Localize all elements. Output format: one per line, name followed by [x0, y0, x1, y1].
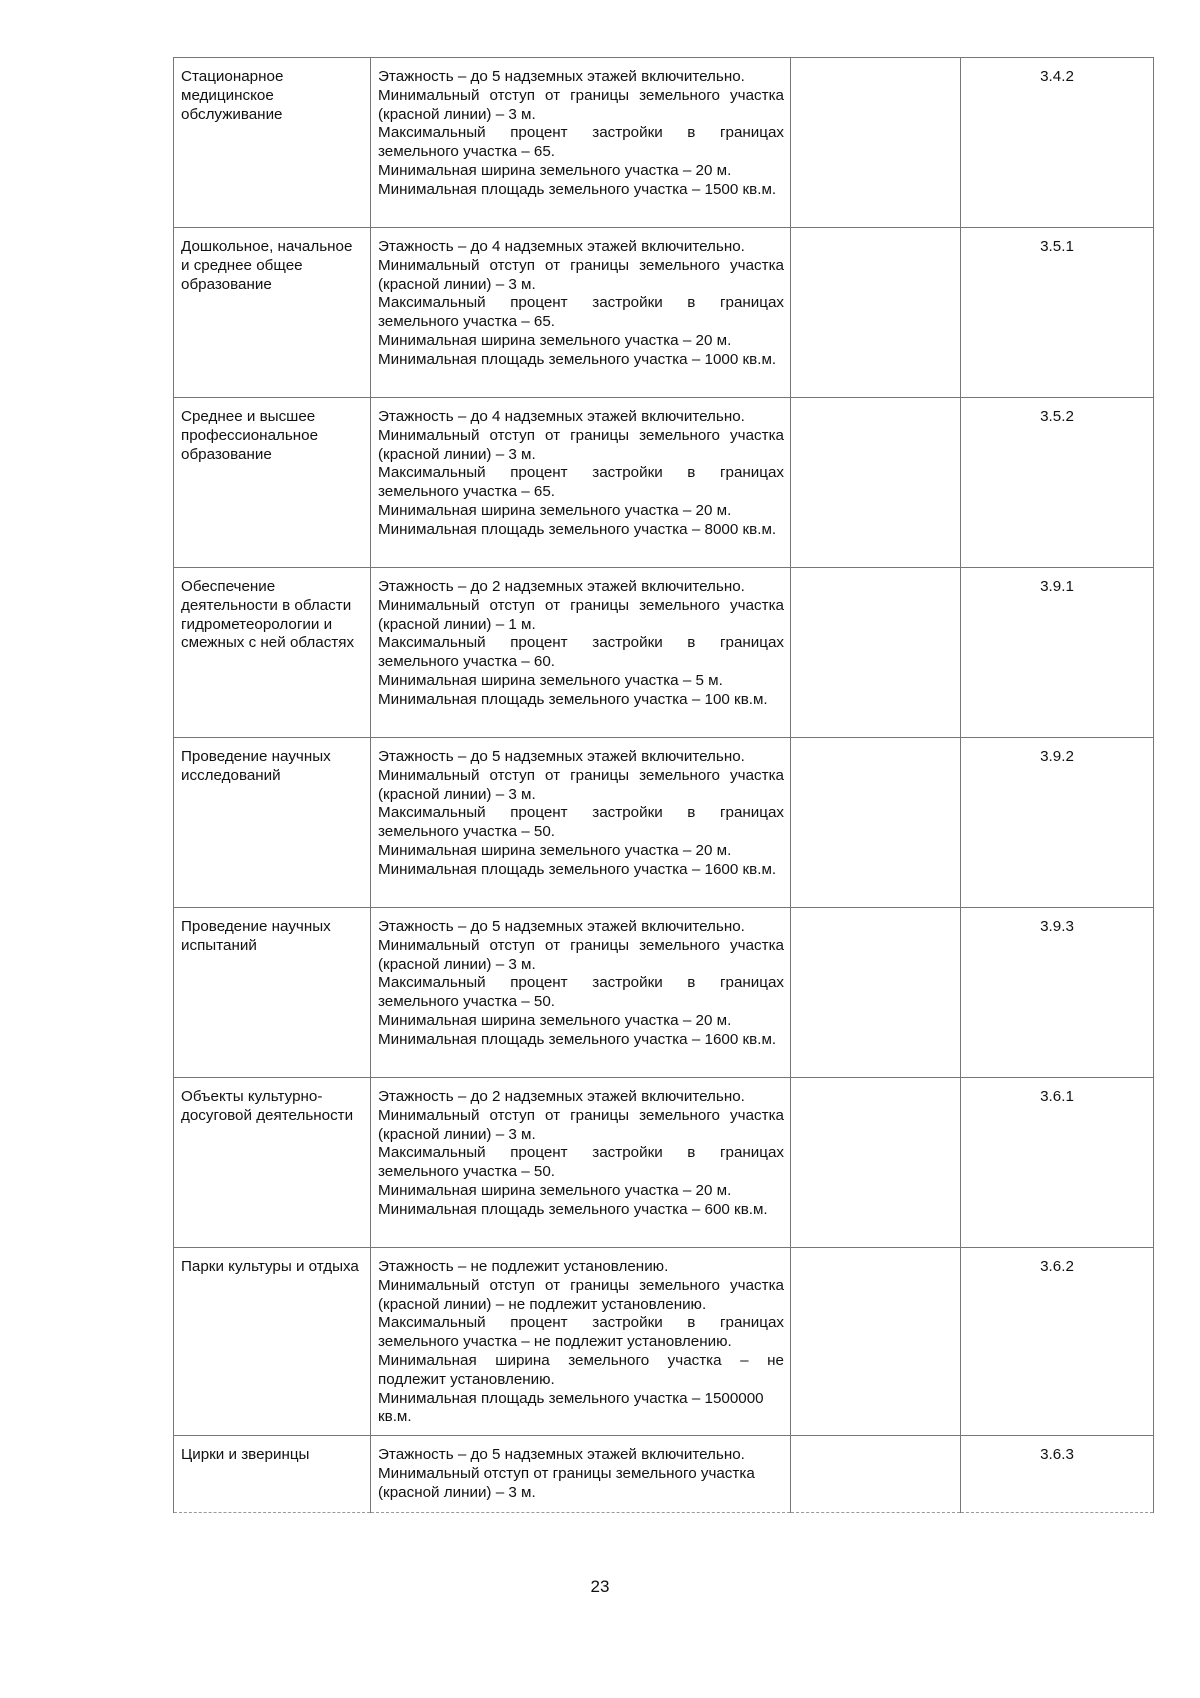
- table-row: [174, 398, 1154, 568]
- use-type-name: Обеспечение деятельности в области гидрометеорологии и смежных с ней областях: [181, 578, 355, 652]
- parameter-line: Максимальный процент застройки в границах земельного участка – не подлежит установлению.: [378, 1314, 784, 1351]
- use-code: 3.6.2: [1040, 1258, 1074, 1275]
- table-row: [174, 1078, 1154, 1248]
- parameters-text: [371, 1436, 790, 1502]
- parameters-cell: [371, 1436, 791, 1513]
- parameters-text: [371, 568, 790, 710]
- code-cell: [961, 738, 1154, 908]
- parameter-line: Этажность – до 4 надземных этажей включительно.: [378, 238, 745, 255]
- parameter-line: Максимальный процент застройки в границах земельного участка – 50.: [378, 804, 784, 841]
- parameter-line: Минимальная площадь земельного участка – 600 кв.м.: [378, 1200, 768, 1218]
- parameter-line: Максимальный процент застройки в границах земельного участка – 65.: [378, 294, 784, 331]
- empty-cell: [791, 1078, 961, 1248]
- use-code: 3.9.2: [1040, 748, 1074, 765]
- parameter-line: Минимальный отступ от границы земельного участка (красной линии) – 3 м.: [378, 86, 784, 123]
- use-type-cell: [174, 1248, 371, 1436]
- code-cell: [961, 1248, 1154, 1436]
- use-code: 3.4.2: [1040, 68, 1074, 85]
- code-cell: [961, 398, 1154, 568]
- parameter-line: Минимальный отступ от границы земельного участка (красной линии) – 3 м.: [378, 766, 784, 803]
- use-code: 3.6.3: [1040, 1446, 1074, 1463]
- use-type-name: Проведение научных исследований: [181, 748, 331, 784]
- parameter-line: Минимальный отступ от границы земельного участка (красной линии) – не подлежит установлению.: [378, 1276, 784, 1313]
- parameters-cell: [371, 738, 791, 908]
- use-type-name: Стационарное медицинское обслуживание: [181, 68, 284, 123]
- parameters-cell: [371, 1248, 791, 1436]
- parameters-text: [371, 738, 790, 880]
- parameter-line: Максимальный процент застройки в границах земельного участка – 50.: [378, 974, 784, 1011]
- parameter-line: Минимальная площадь земельного участка – 1500000 кв.м.: [378, 1389, 764, 1426]
- parameter-line: Минимальная площадь земельного участка – 1600 кв.м.: [378, 860, 777, 878]
- code-cell: [961, 58, 1154, 228]
- empty-cell: [791, 738, 961, 908]
- regulations-table: [173, 57, 1154, 1513]
- parameters-cell: [371, 568, 791, 738]
- parameters-cell: [371, 228, 791, 398]
- table-row: [174, 568, 1154, 738]
- parameters-text: [371, 228, 790, 370]
- empty-cell: [791, 1436, 961, 1513]
- parameter-line: Этажность – до 5 надземных этажей включительно.: [378, 748, 745, 765]
- use-type-name: Среднее и высшее профессиональное образование: [181, 408, 319, 463]
- parameters-text: [371, 1248, 790, 1427]
- parameter-line: Минимальная ширина земельного участка – 20 м.: [378, 161, 732, 179]
- table-row: [174, 908, 1154, 1078]
- use-type-cell: [174, 908, 371, 1078]
- parameter-line: Этажность – до 5 надземных этажей включительно.: [378, 68, 745, 85]
- parameters-text: [371, 398, 790, 540]
- parameter-line: Минимальный отступ от границы земельного участка (красной линии) – 3 м.: [378, 1464, 755, 1501]
- code-cell: [961, 228, 1154, 398]
- use-type-cell: [174, 228, 371, 398]
- parameter-line: Минимальная площадь земельного участка – 1500 кв.м.: [378, 180, 777, 198]
- parameter-line: Этажность – до 2 надземных этажей включительно.: [378, 1088, 745, 1105]
- parameters-cell: [371, 398, 791, 568]
- use-code: 3.5.2: [1040, 408, 1074, 425]
- code-cell: [961, 568, 1154, 738]
- table-row: [174, 1436, 1154, 1513]
- parameter-line: Максимальный процент застройки в границах земельного участка – 65.: [378, 464, 784, 501]
- parameter-line: Минимальный отступ от границы земельного участка (красной линии) – 1 м.: [378, 596, 784, 633]
- use-code: 3.9.1: [1040, 578, 1074, 595]
- parameters-cell: [371, 1078, 791, 1248]
- use-code: 3.9.3: [1040, 918, 1074, 935]
- use-code: 3.6.1: [1040, 1088, 1074, 1105]
- empty-cell: [791, 58, 961, 228]
- parameter-line: Минимальная ширина земельного участка – 20 м.: [378, 841, 732, 859]
- table-body: [174, 58, 1154, 1513]
- parameters-text: [371, 58, 790, 200]
- empty-cell: [791, 1248, 961, 1436]
- parameter-line: Этажность – до 5 надземных этажей включительно.: [378, 918, 745, 935]
- parameter-line: Этажность – до 2 надземных этажей включительно.: [378, 578, 745, 595]
- empty-cell: [791, 568, 961, 738]
- parameters-cell: [371, 908, 791, 1078]
- parameter-line: Минимальная площадь земельного участка – 8000 кв.м.: [378, 520, 777, 538]
- use-type-name: Парки культуры и отдыха: [181, 1258, 359, 1275]
- parameter-line: Минимальный отступ от границы земельного участка (красной линии) – 3 м.: [378, 426, 784, 463]
- parameter-line: Минимальная ширина земельного участка – 20 м.: [378, 501, 732, 519]
- use-type-cell: [174, 738, 371, 908]
- use-type-name: Объекты культурно-досуговой деятельности: [181, 1088, 354, 1124]
- parameter-line: Минимальная площадь земельного участка – 1600 кв.м.: [378, 1030, 777, 1048]
- parameter-line: Минимальная ширина земельного участка – 20 м.: [378, 331, 732, 349]
- code-cell: [961, 1436, 1154, 1513]
- table-row: [174, 58, 1154, 228]
- empty-cell: [791, 908, 961, 1078]
- parameter-line: Минимальная ширина земельного участка – 20 м.: [378, 1011, 732, 1029]
- parameter-line: Максимальный процент застройки в границах земельного участка – 65.: [378, 124, 784, 161]
- parameter-line: Максимальный процент застройки в границах земельного участка – 50.: [378, 1144, 784, 1181]
- table-row: [174, 228, 1154, 398]
- use-type-cell: [174, 568, 371, 738]
- parameter-line: Максимальный процент застройки в границах земельного участка – 60.: [378, 634, 784, 671]
- parameter-line: Минимальный отступ от границы земельного участка (красной линии) – 3 м.: [378, 936, 784, 973]
- use-type-name: Дошкольное, начальное и среднее общее образование: [181, 238, 353, 293]
- use-type-cell: [174, 398, 371, 568]
- table-row: [174, 738, 1154, 908]
- parameter-line: Минимальная ширина земельного участка – 20 м.: [378, 1181, 732, 1199]
- empty-cell: [791, 398, 961, 568]
- parameter-line: Минимальная площадь земельного участка – 100 кв.м.: [378, 690, 768, 708]
- use-type-cell: [174, 1436, 371, 1513]
- use-type-name: Проведение научных испытаний: [181, 918, 331, 954]
- parameters-text: [371, 908, 790, 1050]
- parameters-cell: [371, 58, 791, 228]
- use-type-cell: [174, 1078, 371, 1248]
- use-type-name: Цирки и зверинцы: [181, 1446, 310, 1463]
- parameter-line: Минимальная ширина земельного участка – не подлежит установлению.: [378, 1351, 784, 1388]
- parameters-text: [371, 1078, 790, 1220]
- code-cell: [961, 908, 1154, 1078]
- code-cell: [961, 1078, 1154, 1248]
- use-code: 3.5.1: [1040, 238, 1074, 255]
- parameter-line: Минимальный отступ от границы земельного участка (красной линии) – 3 м.: [378, 256, 784, 293]
- parameter-line: Этажность – не подлежит установлению.: [378, 1258, 669, 1275]
- parameter-line: Минимальная площадь земельного участка – 1000 кв.м.: [378, 350, 777, 368]
- parameter-line: Минимальный отступ от границы земельного участка (красной линии) – 3 м.: [378, 1106, 784, 1143]
- parameter-line: Этажность – до 5 надземных этажей включительно.: [378, 1446, 745, 1463]
- use-type-cell: [174, 58, 371, 228]
- empty-cell: [791, 228, 961, 398]
- page-number: 23: [590, 1577, 610, 1596]
- parameter-line: Минимальная ширина земельного участка – 5 м.: [378, 671, 723, 689]
- parameter-line: Этажность – до 4 надземных этажей включительно.: [378, 408, 745, 425]
- table-row: [174, 1248, 1154, 1436]
